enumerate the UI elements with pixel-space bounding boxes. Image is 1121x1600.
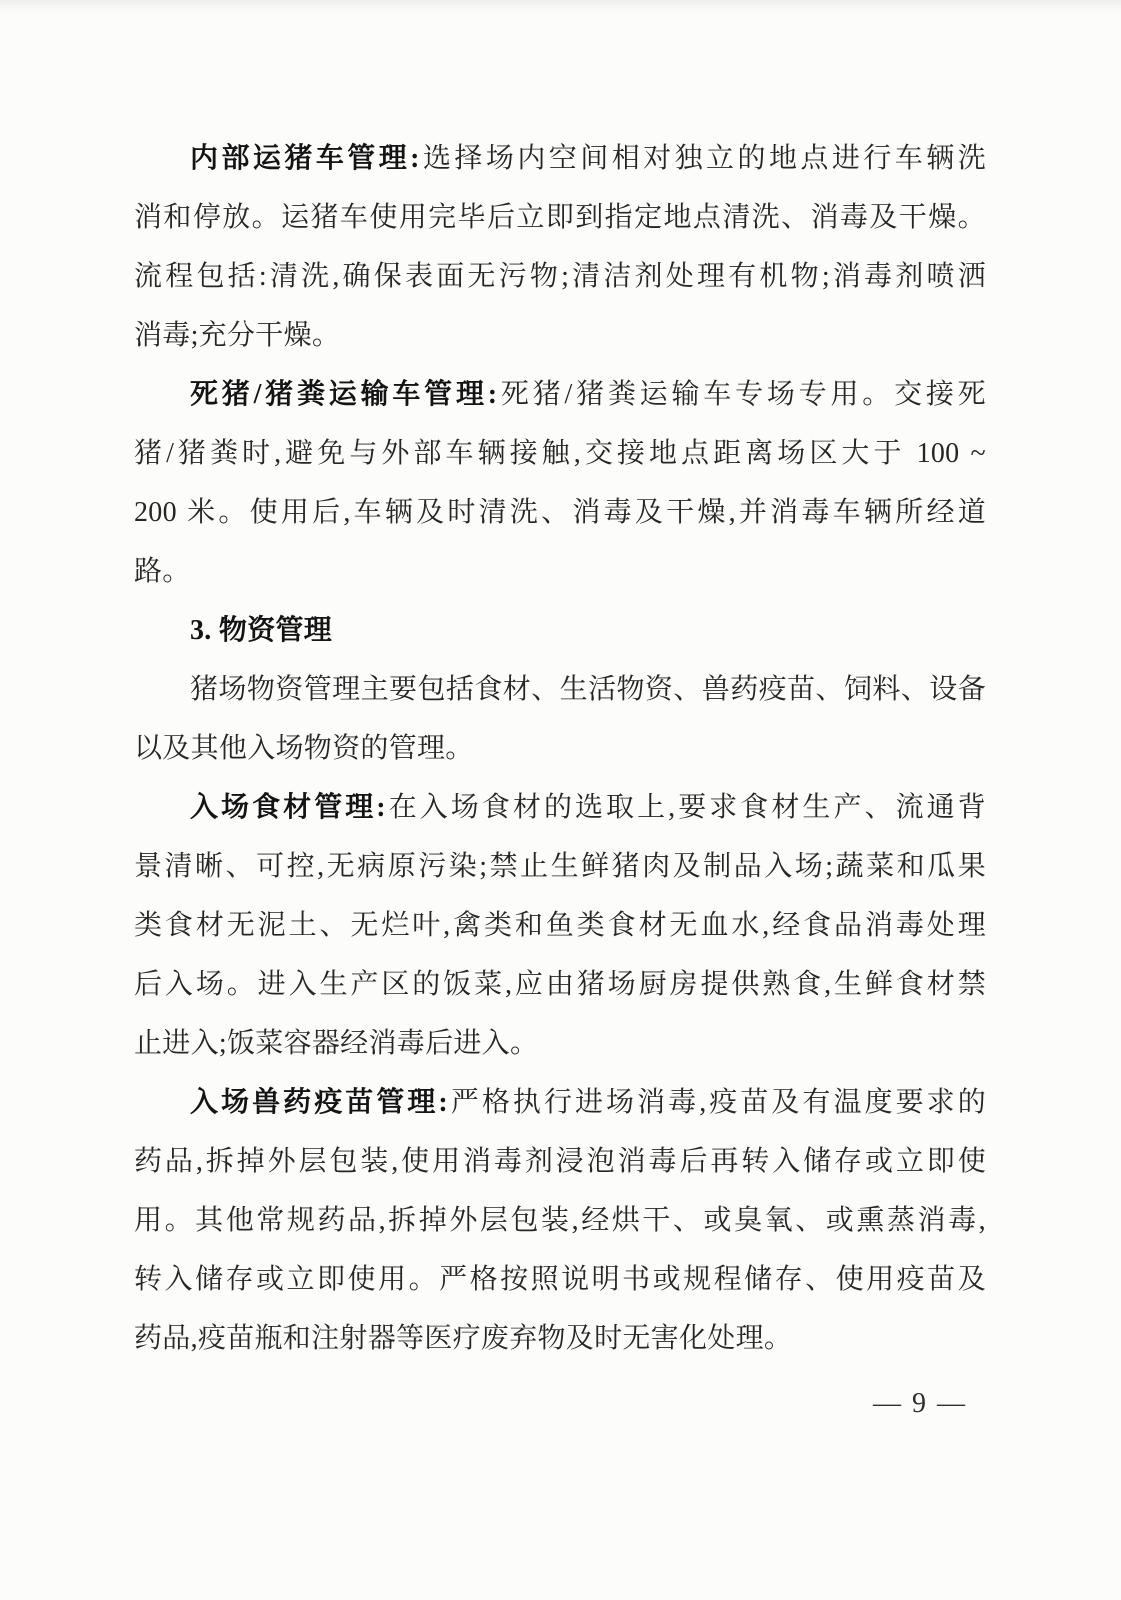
document-body: [134, 129, 986, 1368]
text-line: 药品,拆掉外层包装,使用消毒剂浸泡消毒后再转入储存或立即使: [134, 1146, 986, 1177]
text-line: 类食材无泥土、无烂叶,禽类和鱼类食材无血水,经食品消毒处理: [134, 910, 986, 941]
text-line: 消毒;充分干燥。: [134, 320, 341, 351]
text-line: 猪/猪粪时,避免与外部车辆接触,交接地点距离场区大于 100 ~: [134, 438, 986, 469]
paragraph-lead: 入场食材管理:: [190, 792, 386, 823]
text-line: 转入储存或立即使用。严格按照说明书或规程储存、使用疫苗及: [134, 1264, 986, 1295]
text-line: 入场兽药疫苗管理:严格执行进场消毒,疫苗及有温度要求的: [190, 1087, 986, 1118]
text-line: 消和停放。运猪车使用完毕后立即到指定地点清洗、消毒及干燥。: [134, 202, 986, 233]
text-line: 200 米。使用后,车辆及时清洗、消毒及干燥,并消毒车辆所经道: [134, 497, 986, 528]
text-line: 止进入;饭菜容器经消毒后进入。: [134, 1028, 539, 1059]
text-line: 以及其他入场物资的管理。: [134, 733, 474, 764]
para-incoming-vet-drug-vaccine-management: [134, 1073, 986, 1368]
text-line: 用。其他常规药品,拆掉外层包装,经烘干、或臭氧、或熏蒸消毒,: [134, 1205, 986, 1236]
paragraph-lead: 死猪/猪粪运输车管理:: [190, 379, 498, 410]
text-line: 流程包括:清洗,确保表面无污物;清洁剂处理有机物;消毒剂喷洒: [134, 261, 986, 292]
para-supplies-overview: [134, 660, 986, 778]
para-incoming-food-management: [134, 778, 986, 1073]
paragraph-lead: 内部运猪车管理:: [190, 143, 420, 174]
text-line: 景清晰、可控,无病原污染;禁止生鲜猪肉及制品入场;蔬菜和瓜果: [134, 851, 986, 882]
text-line: 路。: [134, 556, 191, 587]
text-line: 猪场物资管理主要包括食材、生活物资、兽药疫苗、饲料、设备: [190, 674, 986, 705]
text-line: [134, 601, 986, 660]
text-line: 死猪/猪粪运输车管理:死猪/猪粪运输车专场专用。交接死: [190, 379, 986, 410]
text-line: 后入场。进入生产区的饭菜,应由猪场厨房提供熟食,生鲜食材禁: [134, 969, 986, 1000]
page-number: — 9 —: [873, 1388, 967, 1419]
text-line: 内部运猪车管理:选择场内空间相对独立的地点进行车辆洗: [190, 143, 986, 174]
para-dead-pig-manure-truck-management: [134, 365, 986, 601]
heading-supplies-management: [134, 601, 986, 660]
text-line: 药品,疫苗瓶和注射器等医疗废弃物及时无害化处理。: [134, 1323, 793, 1354]
text-line: 入场食材管理:在入场食材的选取上,要求食材生产、流通背: [190, 792, 986, 823]
paragraph-lead: 3. 物资管理: [190, 615, 333, 646]
para-internal-pig-truck-management: [134, 129, 986, 365]
paragraph-lead: 入场兽药疫苗管理:: [190, 1087, 449, 1118]
